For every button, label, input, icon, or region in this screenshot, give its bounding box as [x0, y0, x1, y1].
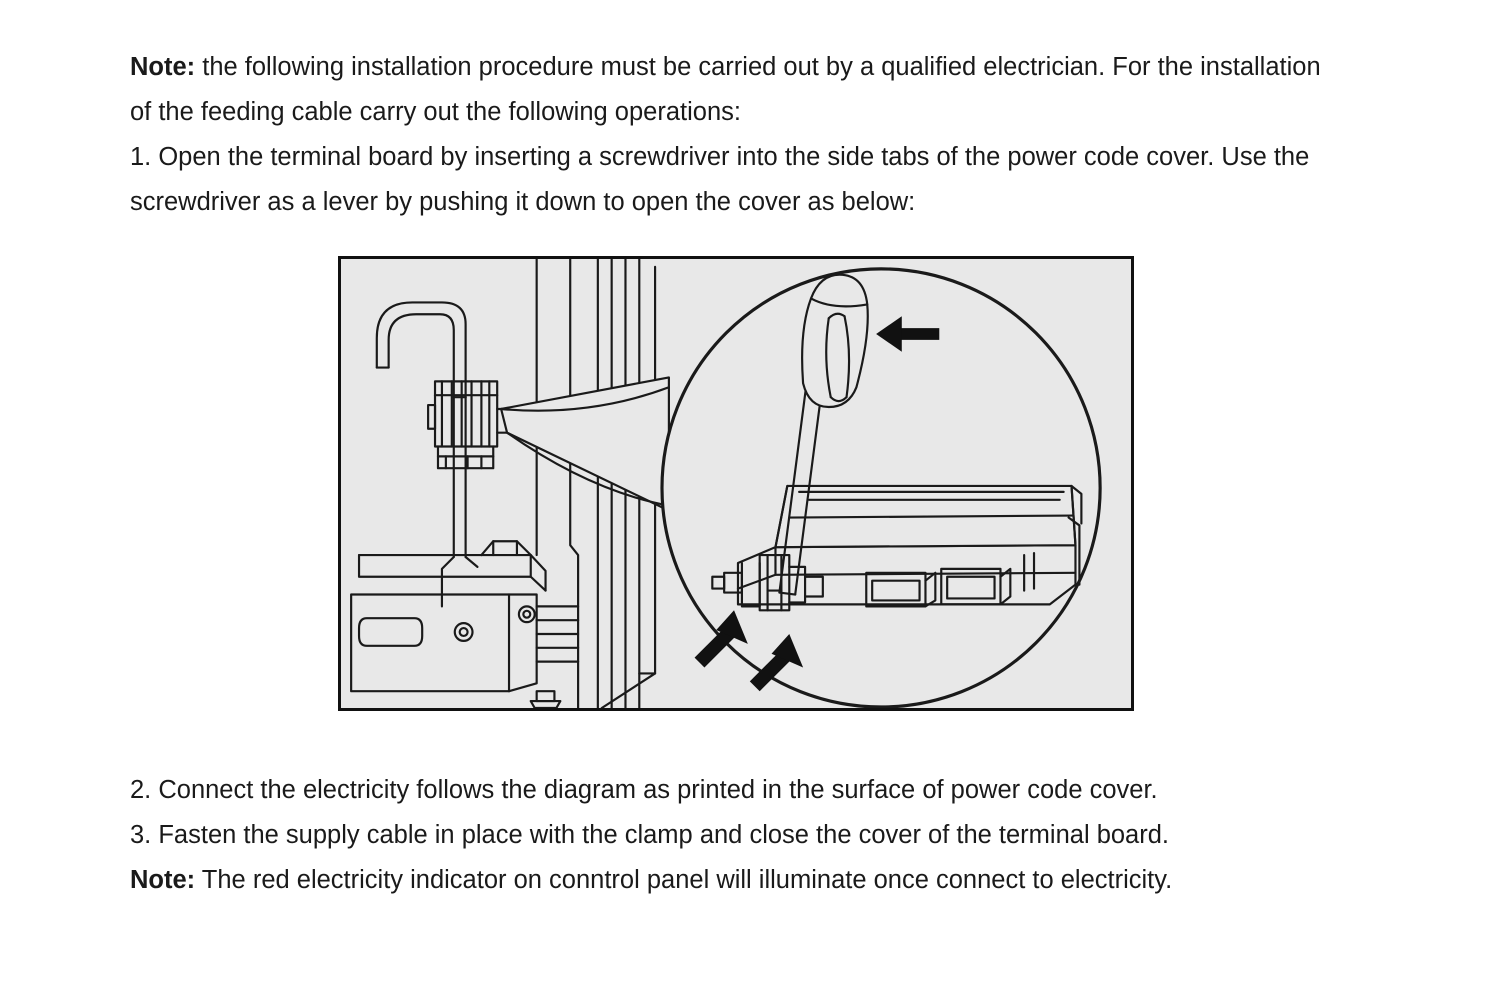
note-paragraph-top	[130, 45, 1340, 135]
installation-figure	[338, 256, 1134, 711]
note-label-bottom: Note:	[130, 866, 196, 894]
note-paragraph-bottom	[130, 858, 1340, 903]
step-3-paragraph: 3. Fasten the supply cable in place with the clamp and close the cover of the terminal board.	[130, 821, 1170, 849]
note-label-top: Note:	[130, 53, 196, 81]
intro-text-block	[130, 45, 1340, 225]
note-text-bottom: The red electricity indicator on conntrol panel will illuminate once connect to electricity.	[195, 866, 1173, 894]
step-2-paragraph: 2. Connect the electricity follows the diagram as printed in the surface of power code cover.	[130, 776, 1158, 804]
step-1-paragraph: 1. Open the terminal board by inserting a screwdriver into the side tabs of the power code cover. Use the screwdriver as a lever by pushing it down to open the cover as below:	[130, 143, 1310, 216]
closing-text-block	[130, 768, 1340, 903]
note-text-top: the following installation procedure must be carried out by a qualified electrician. For the installation of the feeding cable carry out the following operations:	[130, 53, 1321, 126]
